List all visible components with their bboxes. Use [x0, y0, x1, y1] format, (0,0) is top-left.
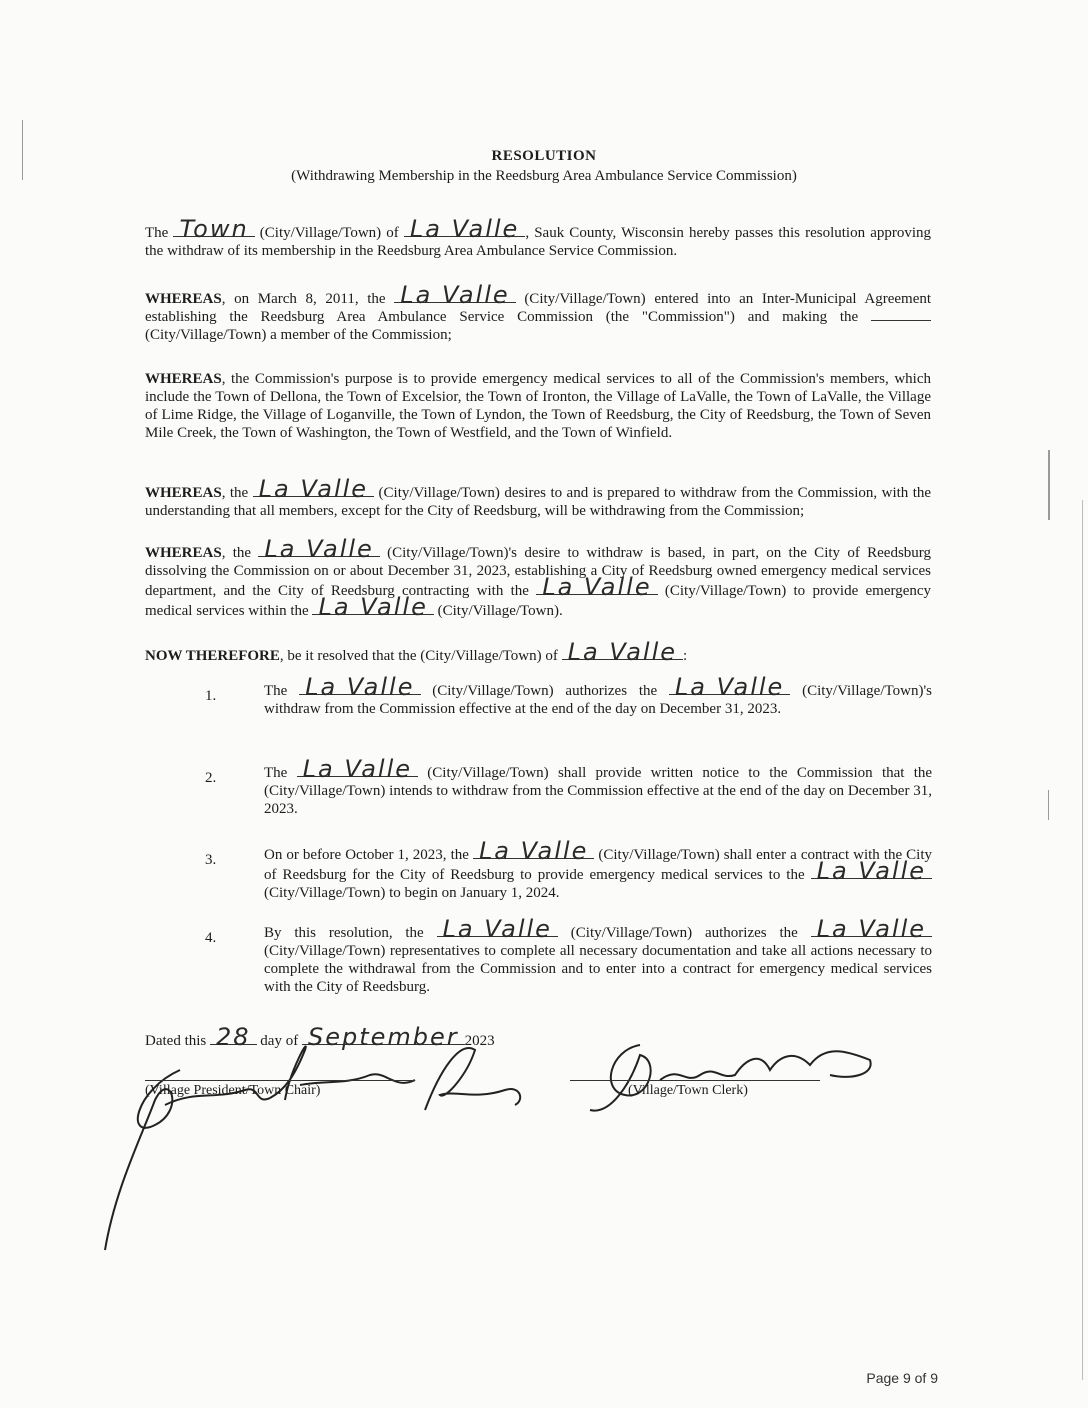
resolution-item-1: The La Valle (City/Village/Town) authorizes the La Valle (City/Village/Town)'s withdraw from the Commission effective at the end of the day on December 31, 2023. — [264, 673, 932, 717]
intro-paragraph: The Town (City/Village/Town) of La Valle , Sauk County, Wisconsin hereby passes this resolution approving the withdraw of its membership in the Reedsburg Area Ambulance Service Commission. — [145, 215, 932, 259]
signature-line-left — [145, 1080, 415, 1081]
signature-label-right: (Village/Town Clerk) — [628, 1083, 748, 1098]
item-number-1: 1. — [205, 688, 217, 704]
page-number: Page 9 of 9 — [866, 1370, 938, 1386]
resolution-item-3: On or before October 1, 2023, the La Valle (City/Village/Town) shall enter a contract with the City of Reedsburg for the City of Reedsburg to provide emergency medical services to the La Valle (City/Village/Town) to begin on January 1, 2024. — [264, 837, 933, 901]
now-therefore-paragraph: NOW THEREFORE, be it resolved that the (City/Village/Town) of La Valle : — [145, 638, 688, 666]
resolution-item-4: By this resolution, the La Valle (City/Village/Town) authorizes the La Valle (City/Village/Town) representatives to complete all necessary documentation and take all actions necessary to complete the withdrawal from the Commission and to enter into a contract for emergency medical services with the City of Reedsburg. — [264, 915, 933, 995]
scan-artifact-right-2 — [1048, 790, 1049, 820]
signature-line-right — [570, 1080, 820, 1081]
item-number-4: 4. — [205, 930, 217, 946]
document-title: RESOLUTION — [491, 148, 597, 164]
signature-clerk — [570, 1030, 890, 1120]
handwritten-type: Town — [173, 222, 254, 237]
signature-president — [95, 1030, 535, 1260]
handwritten-municipality: La Valle — [404, 222, 525, 237]
whereas-paragraph-1: WHEREAS, on March 8, 2011, the La Valle (City/Village/Town) entered into an Inter-Municipal Agreement establishing the Reedsburg Area Ambulance Service Commission (the "Commission") and making the (City/Village/Town) a member of the Commission; — [145, 281, 932, 343]
whereas-paragraph-2: WHEREAS, the Commission's purpose is to provide emergency medical services to all of the Commission's members, which include the Town of Dellona, the Town of Excelsior, the Town of Ironton, the Village of LaValle, the Town of LaValle, the Village of Lime Ridge, the Village of Loganville, the Town of Lyndon, the Town of Reedsburg, the City of Reedsburg, the Town of Seven Mile Creek, the Town of Washington, the Town of Westfield, and the Town of Winfield. — [145, 371, 931, 441]
item-number-3: 3. — [205, 852, 217, 868]
scan-edge-right — [1082, 500, 1083, 1380]
handwritten-month: September — [302, 1030, 465, 1045]
handwritten-day: 28 — [210, 1030, 257, 1045]
whereas-paragraph-4: WHEREAS, the La Valle (City/Village/Town)'s desire to withdraw is based, in part, on the City of Reedsburg dissolving the Commission on or about December 31, 2023, establishing a City of Reedsburg owned emergency medical services department, and the City of Reedsburg contracting with the La Valle (City/Village/Town) to provide emergency medical services within the La Valle (City/Village/Town). — [145, 535, 932, 621]
scan-artifact-right — [1048, 450, 1050, 520]
whereas-paragraph-3: WHEREAS, the La Valle (City/Village/Town) desires to and is prepared to withdraw from the Commission, with the understanding that all members, except for the City of Reedsburg, will be withdrawing from the Commission; — [145, 475, 932, 519]
dated-line: Dated this 28 day of September 2023 — [145, 1023, 495, 1051]
item-number-2: 2. — [205, 770, 217, 786]
blank-line — [871, 308, 931, 321]
resolution-item-2: The La Valle (City/Village/Town) shall provide written notice to the Commission that the (City/Village/Town) intends to withdraw from the Commission effective at the end of the day on December 31, 2023. — [264, 755, 933, 817]
signature-label-left: (Village President/Town Chair) — [145, 1083, 321, 1098]
document-subtitle: (Withdrawing Membership in the Reedsburg Area Ambulance Service Commission) — [291, 168, 797, 184]
